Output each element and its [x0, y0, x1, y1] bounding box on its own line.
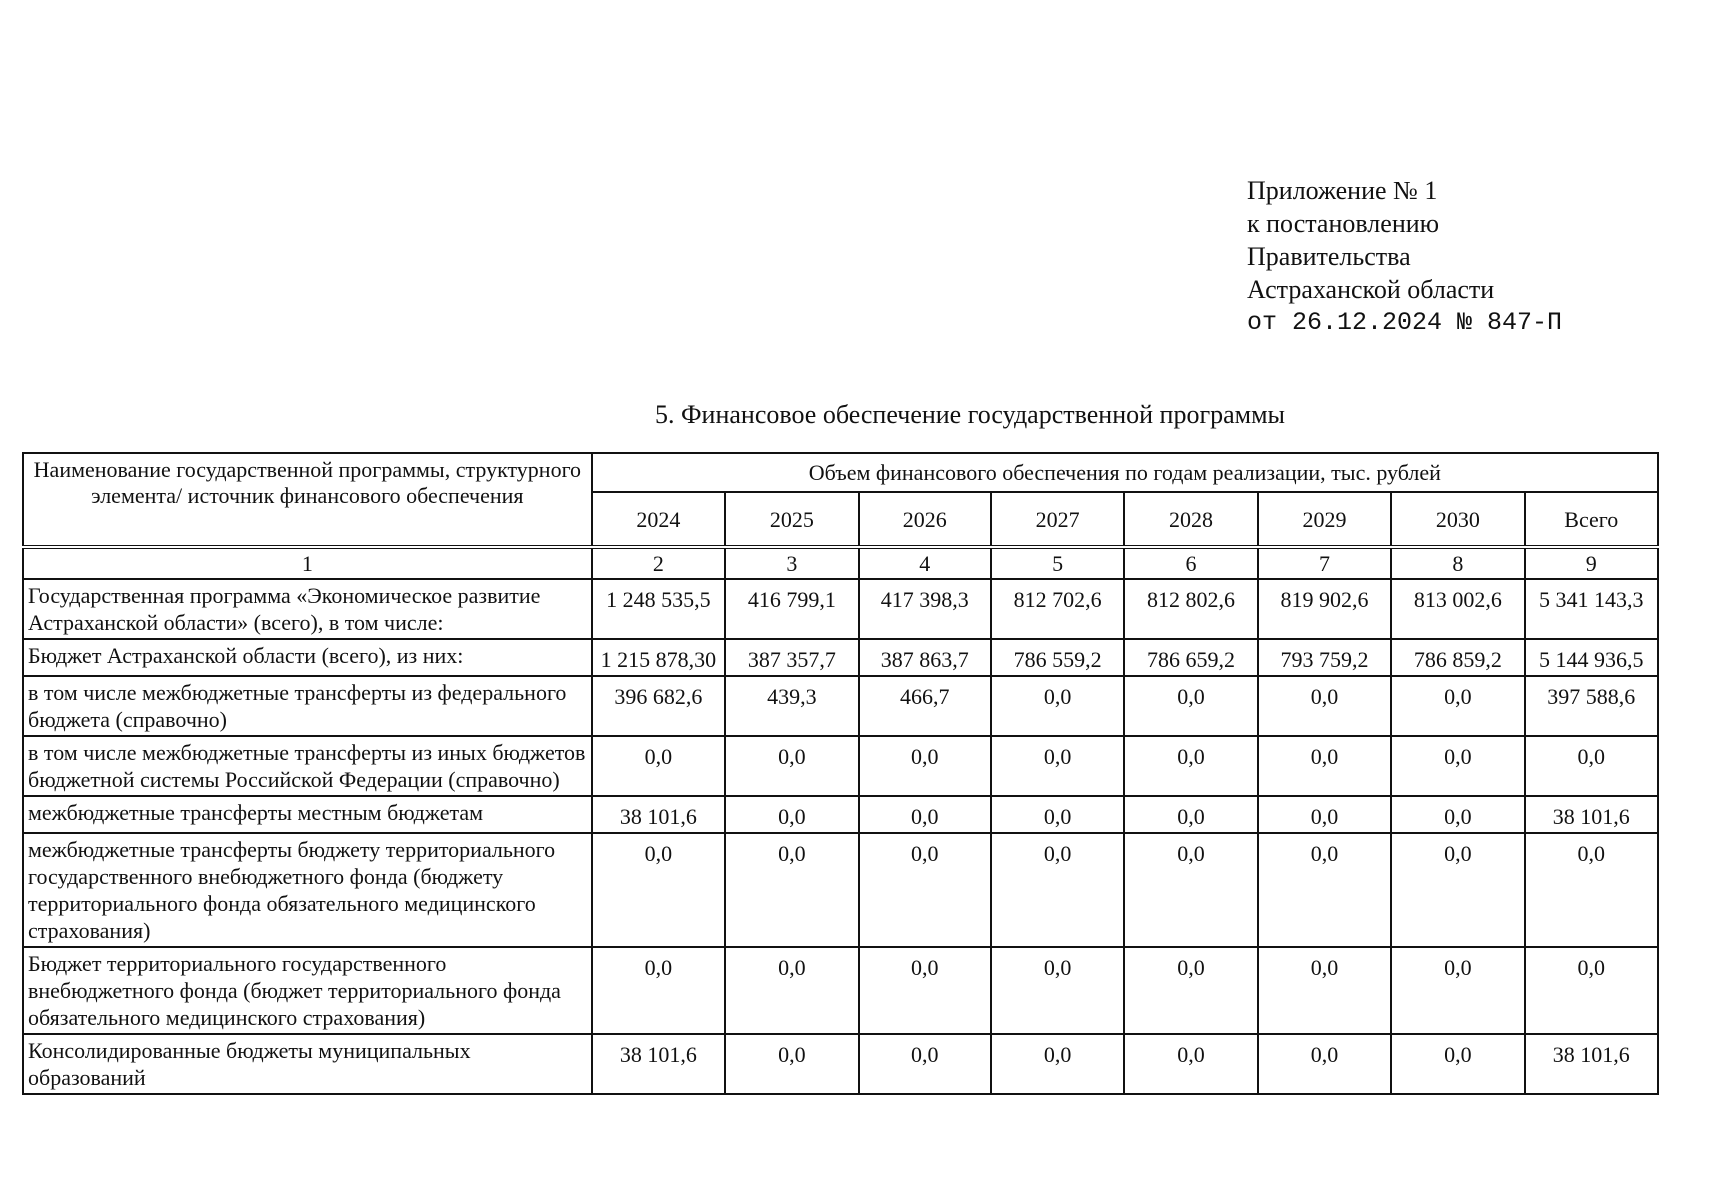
- row-label: Государственная программа «Экономическое развитие Астраханской области» (всего), в том числе:: [23, 579, 592, 639]
- column-number: 3: [725, 547, 858, 579]
- value-cell: 0,0: [725, 947, 858, 1034]
- value-cell: 0,0: [1124, 796, 1257, 833]
- row-label: Консолидированные бюджеты муниципальных образований: [23, 1034, 592, 1094]
- table-row: [23, 736, 1658, 796]
- value-cell: 417 398,3: [859, 579, 991, 639]
- value-cell: 813 002,6: [1391, 579, 1524, 639]
- value-cell: 0,0: [1391, 796, 1524, 833]
- total-cell: 5 341 143,3: [1525, 579, 1658, 639]
- column-number: 1: [23, 547, 592, 579]
- value-cell: 0,0: [859, 736, 991, 796]
- value-cell: 0,0: [1124, 736, 1257, 796]
- volume-header: Объем финансового обеспечения по годам реализации, тыс. рублей: [592, 453, 1658, 492]
- table-row: [23, 676, 1658, 736]
- value-cell: 387 863,7: [859, 639, 991, 676]
- table-row: [23, 947, 1658, 1034]
- name-column-header: Наименование государственной программы, структурного элемента/ источник финансового обеспечения: [23, 453, 592, 547]
- value-cell: 0,0: [1391, 676, 1524, 736]
- value-cell: 0,0: [991, 676, 1124, 736]
- value-cell: 0,0: [991, 736, 1124, 796]
- value-cell: 0,0: [859, 947, 991, 1034]
- total-cell: 397 588,6: [1525, 676, 1658, 736]
- row-label: межбюджетные трансферты местным бюджетам: [23, 796, 592, 833]
- value-cell: 0,0: [1391, 833, 1524, 947]
- value-cell: 0,0: [1258, 833, 1391, 947]
- total-cell: 38 101,6: [1525, 1034, 1658, 1094]
- value-cell: 0,0: [1391, 947, 1524, 1034]
- appendix-line-3: Правительства: [1247, 242, 1411, 271]
- value-cell: 0,0: [1258, 676, 1391, 736]
- total-cell: 5 144 936,5: [1525, 639, 1658, 676]
- value-cell: 416 799,1: [725, 579, 858, 639]
- value-cell: 793 759,2: [1258, 639, 1391, 676]
- total-cell: 0,0: [1525, 947, 1658, 1034]
- value-cell: 1 215 878,30: [592, 639, 725, 676]
- total-cell: 38 101,6: [1525, 796, 1658, 833]
- value-cell: 0,0: [859, 796, 991, 833]
- row-label: в том числе межбюджетные трансферты из федерального бюджета (справочно): [23, 676, 592, 736]
- value-cell: 396 682,6: [592, 676, 725, 736]
- year-header: 2024: [592, 492, 725, 547]
- column-number: 7: [1258, 547, 1391, 579]
- value-cell: 0,0: [592, 833, 725, 947]
- total-cell: 0,0: [1525, 736, 1658, 796]
- value-cell: 466,7: [859, 676, 991, 736]
- appendix-line-1: Приложение № 1: [1247, 176, 1438, 205]
- value-cell: 0,0: [1391, 1034, 1524, 1094]
- value-cell: 819 902,6: [1258, 579, 1391, 639]
- row-label: Бюджет территориального государственного внебюджетного фонда (бюджет территориального фонда обязательного медицинского страхования): [23, 947, 592, 1034]
- row-label: Бюджет Астраханской области (всего), из них:: [23, 639, 592, 676]
- value-cell: 0,0: [725, 833, 858, 947]
- column-number: 6: [1124, 547, 1257, 579]
- value-cell: 786 559,2: [991, 639, 1124, 676]
- value-cell: 0,0: [725, 1034, 858, 1094]
- value-cell: 0,0: [859, 833, 991, 947]
- value-cell: 0,0: [1258, 736, 1391, 796]
- value-cell: 1 248 535,5: [592, 579, 725, 639]
- total-header: Всего: [1525, 492, 1658, 547]
- column-number: 2: [592, 547, 725, 579]
- table-row: [23, 796, 1658, 833]
- appendix-line-2: к постановлению: [1247, 209, 1440, 238]
- section-title: 5. Финансовое обеспечение государственной программы: [655, 400, 1286, 429]
- value-cell: 812 802,6: [1124, 579, 1257, 639]
- column-number: 5: [991, 547, 1124, 579]
- year-header: 2026: [859, 492, 991, 547]
- value-cell: 0,0: [725, 736, 858, 796]
- table-row: [23, 1034, 1658, 1094]
- value-cell: 0,0: [991, 833, 1124, 947]
- year-header: 2027: [991, 492, 1124, 547]
- value-cell: 0,0: [1258, 947, 1391, 1034]
- column-number: 8: [1391, 547, 1524, 579]
- value-cell: 0,0: [1258, 1034, 1391, 1094]
- appendix-line-4: Астраханской области: [1247, 275, 1495, 304]
- value-cell: 0,0: [592, 947, 725, 1034]
- value-cell: 0,0: [991, 947, 1124, 1034]
- row-label: межбюджетные трансферты бюджету территориального государственного внебюджетного фонда (бюджету территориального фонда обязательного медицинского страхования): [23, 833, 592, 947]
- value-cell: 0,0: [1124, 947, 1257, 1034]
- table-row: [23, 639, 1658, 676]
- value-cell: 0,0: [1391, 736, 1524, 796]
- year-header: 2030: [1391, 492, 1524, 547]
- value-cell: 0,0: [592, 736, 725, 796]
- column-number-row: [23, 547, 1658, 579]
- value-cell: 0,0: [991, 1034, 1124, 1094]
- value-cell: 439,3: [725, 676, 858, 736]
- year-header: 2028: [1124, 492, 1257, 547]
- value-cell: 812 702,6: [991, 579, 1124, 639]
- year-header: 2029: [1258, 492, 1391, 547]
- value-cell: 38 101,6: [592, 796, 725, 833]
- value-cell: 0,0: [725, 796, 858, 833]
- table-row: [23, 833, 1658, 947]
- value-cell: 38 101,6: [592, 1034, 725, 1094]
- year-header: 2025: [725, 492, 858, 547]
- column-number: 9: [1525, 547, 1658, 579]
- value-cell: 786 659,2: [1124, 639, 1257, 676]
- appendix-block: [1247, 174, 1562, 339]
- value-cell: 0,0: [859, 1034, 991, 1094]
- value-cell: 0,0: [991, 796, 1124, 833]
- total-cell: 0,0: [1525, 833, 1658, 947]
- value-cell: 0,0: [1124, 1034, 1257, 1094]
- value-cell: 786 859,2: [1391, 639, 1524, 676]
- appendix-date-line: от 26.12.2024 № 847-П: [1247, 308, 1563, 337]
- value-cell: 387 357,7: [725, 639, 858, 676]
- financing-table: [22, 452, 1659, 1095]
- row-label: в том числе межбюджетные трансферты из иных бюджетов бюджетной системы Российской Федерации (справочно): [23, 736, 592, 796]
- value-cell: 0,0: [1124, 833, 1257, 947]
- column-number: 4: [859, 547, 991, 579]
- value-cell: 0,0: [1124, 676, 1257, 736]
- table-row: [23, 579, 1658, 639]
- value-cell: 0,0: [1258, 796, 1391, 833]
